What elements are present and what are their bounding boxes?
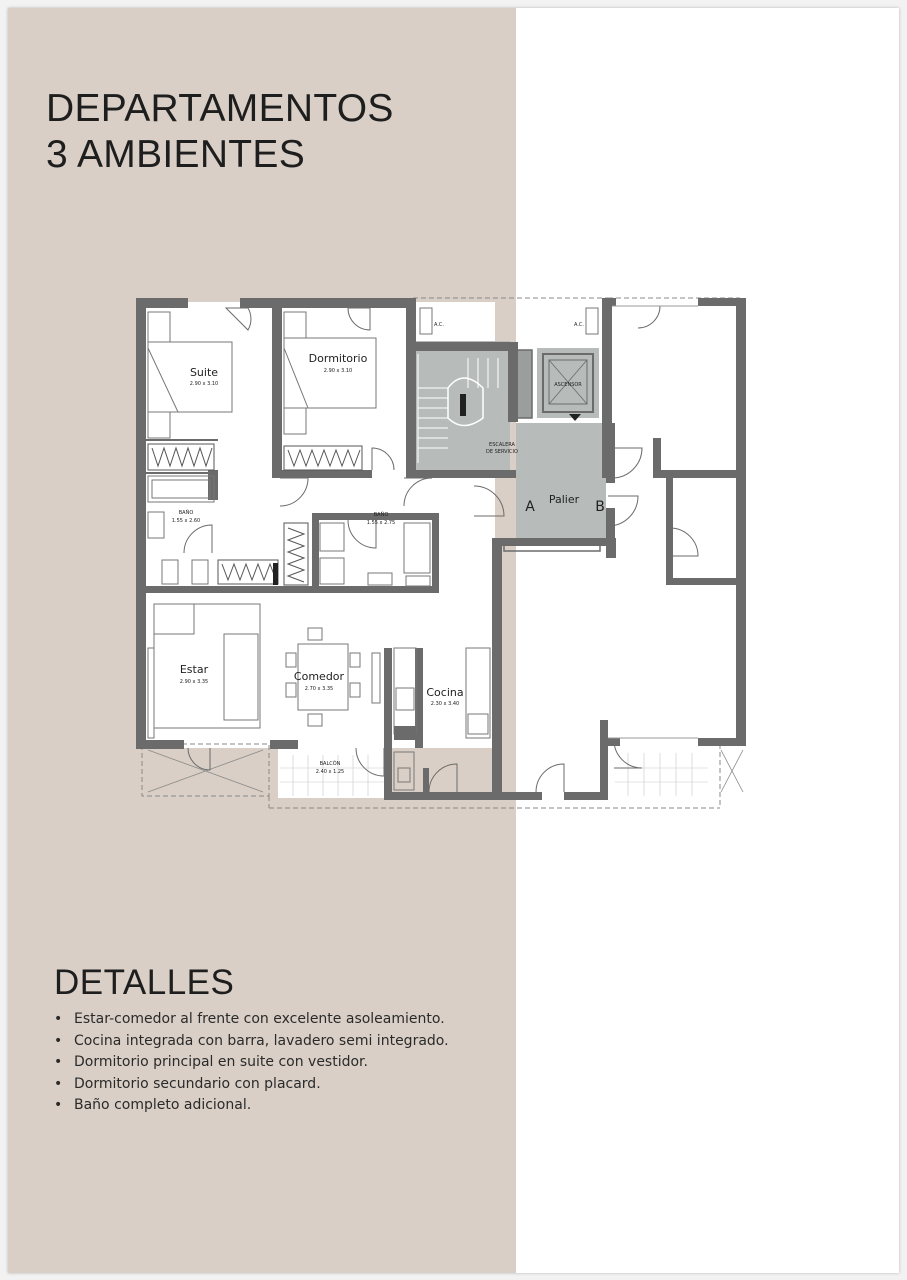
list-item: • Cocina integrada con barra, lavadero semi integrado. <box>54 1032 449 1049</box>
title-line-2: 3 AMBIENTES <box>46 133 306 176</box>
ac-label-left: A.C. <box>434 322 445 328</box>
details-list <box>54 1009 449 1117</box>
list-item-text: Dormitorio principal en suite con vestidor. <box>74 1054 368 1070</box>
palier-label: Palier <box>548 493 580 506</box>
room-estar-dims: 2.90 x 3.35 <box>179 679 209 685</box>
room-dormitorio-label: Dormitorio <box>308 352 368 365</box>
room-dormitorio-dims: 2.90 x 3.10 <box>323 368 353 374</box>
room-bano1-dims: 1.55 x 2.60 <box>171 518 201 524</box>
unit-a-label: A <box>525 499 535 515</box>
page-sheet <box>8 8 899 1273</box>
list-item-text: Estar-comedor al frente con excelente asoleamiento. <box>74 1011 445 1027</box>
list-item: • Dormitorio secundario con placard. <box>54 1075 321 1092</box>
room-bano1-label: BAÑO <box>178 510 194 516</box>
room-bano2-label: BAÑO <box>373 512 389 518</box>
room-bano2-dims: 1.55 x 2.75 <box>366 520 396 526</box>
room-cocina-label: Cocina <box>426 686 464 699</box>
list-item-text: Baño completo adicional. <box>74 1097 252 1113</box>
elevator-label: ASCENSOR <box>554 382 582 388</box>
room-comedor-dims: 2.70 x 3.35 <box>304 686 334 692</box>
room-cocina-dims: 2.30 x 3.40 <box>430 701 460 707</box>
details-title: DETALLES <box>54 963 235 1002</box>
stair-label-2: DE SERVICIO <box>486 449 518 455</box>
unit-b-label: B <box>595 499 605 515</box>
room-estar-label: Estar <box>179 663 209 676</box>
stair-label-1: ESCALERA <box>489 442 515 448</box>
ac-label-right: A.C. <box>574 322 585 328</box>
room-balcon-label: BALCÓN <box>319 761 341 767</box>
list-item: • Estar-comedor al frente con excelente asoleamiento. <box>54 1011 445 1027</box>
room-comedor-label: Comedor <box>293 670 345 683</box>
room-balcon-dims: 2.40 x 1.25 <box>315 769 345 775</box>
title-line-1: DEPARTAMENTOS <box>46 87 394 130</box>
list-item-text: Dormitorio secundario con placard. <box>74 1075 321 1092</box>
room-suite-label: Suite <box>189 366 219 379</box>
list-item-text: Cocina integrada con barra, lavadero semi integrado. <box>74 1032 449 1049</box>
room-suite-dims: 2.90 x 3.10 <box>189 381 219 387</box>
list-item: • Baño completo adicional. <box>54 1097 252 1113</box>
list-item: • Dormitorio principal en suite con vestidor. <box>54 1054 368 1070</box>
